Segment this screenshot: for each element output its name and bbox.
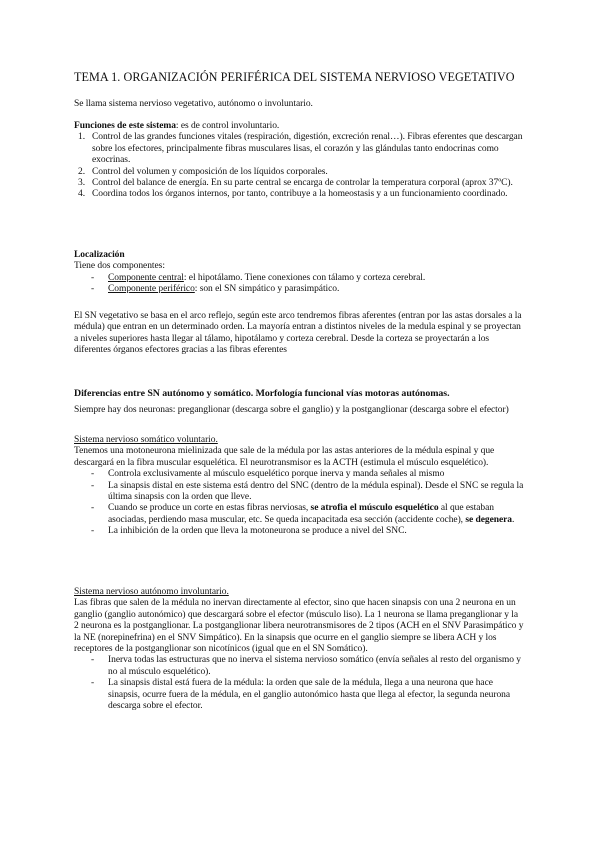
- list-number: 4.: [78, 189, 86, 200]
- dash-marker: -: [91, 678, 95, 689]
- diferencias-section: [74, 388, 524, 417]
- list-item: [74, 273, 524, 284]
- localizacion-section: [74, 250, 524, 296]
- bold-text: se atrofia el músculo esquelético: [310, 503, 439, 514]
- list-item: [74, 167, 524, 178]
- list-text: Inerva todas las estructuras que no inerva el sistema nervioso somático (envía señales al resto del organismo y no al músculo esquelético).: [108, 655, 521, 677]
- dash-marker: -: [91, 272, 95, 283]
- component-label: Componente periférico: [108, 284, 195, 295]
- diferencias-heading: Diferencias entre SN autónomo y somático. Morfología funcional vías motoras autónomas.: [74, 388, 450, 399]
- list-item: [74, 178, 524, 189]
- autonomo-heading: Sistema nervioso autónomo involuntario.: [74, 587, 229, 597]
- somatico-text: Tenemos una motoneurona mielinizada que sale de la médula por las astas anteriores de la médula espinal y que descargará en la fibra muscular esquelética. El neurotransmisor es la ACTH (estimula el músculo esquelético).: [74, 446, 495, 468]
- list-item: [74, 469, 524, 480]
- list-item: [74, 132, 524, 166]
- intro-paragraph: Se llama sistema nervioso vegetativo, autónomo o involuntario.: [74, 99, 313, 109]
- localizacion-heading: Localización: [74, 250, 125, 260]
- list-text: La inhibición de la orden que lleva la motoneurona se produce a nivel del SNC.: [108, 526, 407, 537]
- list-text: .: [512, 514, 515, 525]
- arco-reflejo-paragraph: El SN vegetativo se basa en el arco reflejo, según este arco tendremos fibras aferentes (entran por las astas dorsales a la médula) que entran en un determinado orden. La mayoría entran a distintos niveles de la medula espinal y se proyectan a niveles superiores hasta llegar al tálamo, hipotálamo y corteza cerebral. Desde la corteza se proyectarán a los diferentes órganos efectores gracias a las fibras eferentes: [74, 311, 522, 356]
- diferencias-text: Siempre hay dos neuronas: preganglionar (descarga sobre el ganglio) y la postganglionar (descarga sobre el efector): [74, 405, 509, 416]
- localizacion-sub: Tiene dos componentes:: [74, 261, 165, 272]
- funciones-list: [74, 132, 524, 200]
- autonomo-text: Las fibras que salen de la médula no inervan directamente al efector, sino que hacen sinapsis con una 2 neurona en un ganglio (ganglio autonómico) que descargará sobre el efector (músculo liso). La 1 neurona se llama preganglionar y la 2 neurona es la postganglionar. La postganglionar libera neurotransmisores de 2 tipos (ACH en el SNV Parasimpático y la NE (norepinefrina) en el SNV Simpático). En la sinapsis que ocurre en el ganglio siempre se libera ACH y los receptores de la postganglionar son nicotínicos (igual que en el SN Somático).: [74, 598, 524, 655]
- list-number: 3.: [78, 178, 86, 189]
- list-text: Control del balance de energía. En su parte central se encarga de controlar la temperatura corporal (aprox 37ºC).: [92, 178, 513, 189]
- list-item: [74, 481, 524, 504]
- somatico-section: [74, 435, 524, 538]
- autonomo-section: [74, 587, 524, 712]
- component-text: : son el SN simpático y parasimpático.: [194, 284, 340, 295]
- component-text: : el hipotálamo. Tiene conexiones con tálamo y corteza cerebral.: [183, 272, 426, 283]
- funciones-heading-line: [74, 121, 524, 132]
- dash-marker: -: [91, 469, 95, 480]
- list-text: Control de las grandes funciones vitales (respiración, digestión, excreción renal…). Fibras eferentes que descargan sobre los efectores, principalmente fibras musculares lisas, el corazón y las glándulas tanto endocrinas como exocrinas.: [92, 132, 523, 166]
- localizacion-list: [74, 273, 524, 296]
- list-item: [74, 655, 524, 678]
- component-label: Componente central: [108, 272, 184, 283]
- list-item: [74, 284, 524, 295]
- list-item: [74, 526, 524, 537]
- somatico-list: [74, 469, 524, 537]
- dash-marker: -: [91, 526, 95, 537]
- page-title: TEMA 1. ORGANIZACIÓN PERIFÉRICA DEL SISTEMA NERVIOSO VEGETATIVO: [74, 70, 515, 84]
- list-text: Coordina todos los órganos internos, por tanto, contribuye a la homeostasis y a un funcionamiento coordinado.: [92, 189, 508, 200]
- list-item: [74, 503, 524, 526]
- list-text: Controla exclusivamente al músculo esquelético porque inerva y manda señales al mismo: [108, 469, 445, 480]
- list-item: [74, 189, 524, 200]
- dash-marker: -: [91, 655, 95, 666]
- list-text: La sinapsis distal en este sistema está dentro del SNC (dentro de la médula espinal). Desde el SNC se regula la última sinapsis con la orden que lleve.: [108, 480, 524, 503]
- somatico-heading: Sistema nervioso somático voluntario.: [74, 435, 218, 445]
- bold-text: se degenera: [465, 514, 512, 525]
- funciones-heading: Funciones de este sistema: [74, 121, 176, 131]
- dash-marker: -: [91, 284, 95, 295]
- list-item: [74, 678, 524, 712]
- list-number: 1.: [78, 132, 86, 143]
- list-text: Control del volumen y composición de los líquidos corporales.: [92, 166, 328, 177]
- dash-marker: -: [91, 480, 95, 491]
- autonomo-list: [74, 655, 524, 712]
- list-text: Cuando se produce un corte en estas fibras nerviosas,: [108, 503, 311, 514]
- dash-marker: -: [91, 503, 95, 514]
- funciones-heading-rest: : es de control involuntario.: [175, 121, 280, 131]
- list-text: al que estaban asociadas, perdiendo masa muscular, etc. Se queda incapacitada esa sección (accidente coche),: [108, 503, 494, 525]
- list-text: La sinapsis distal está fuera de la médula: la orden que sale de la médula, llega a una neurona que hace sinapsis, ocurre fuera de la médula, en el ganglio autonómico hasta que llega al efector, la segunda neurona descarga sobre el efector.: [108, 678, 511, 712]
- funciones-section: [74, 121, 524, 201]
- list-number: 2.: [78, 166, 86, 177]
